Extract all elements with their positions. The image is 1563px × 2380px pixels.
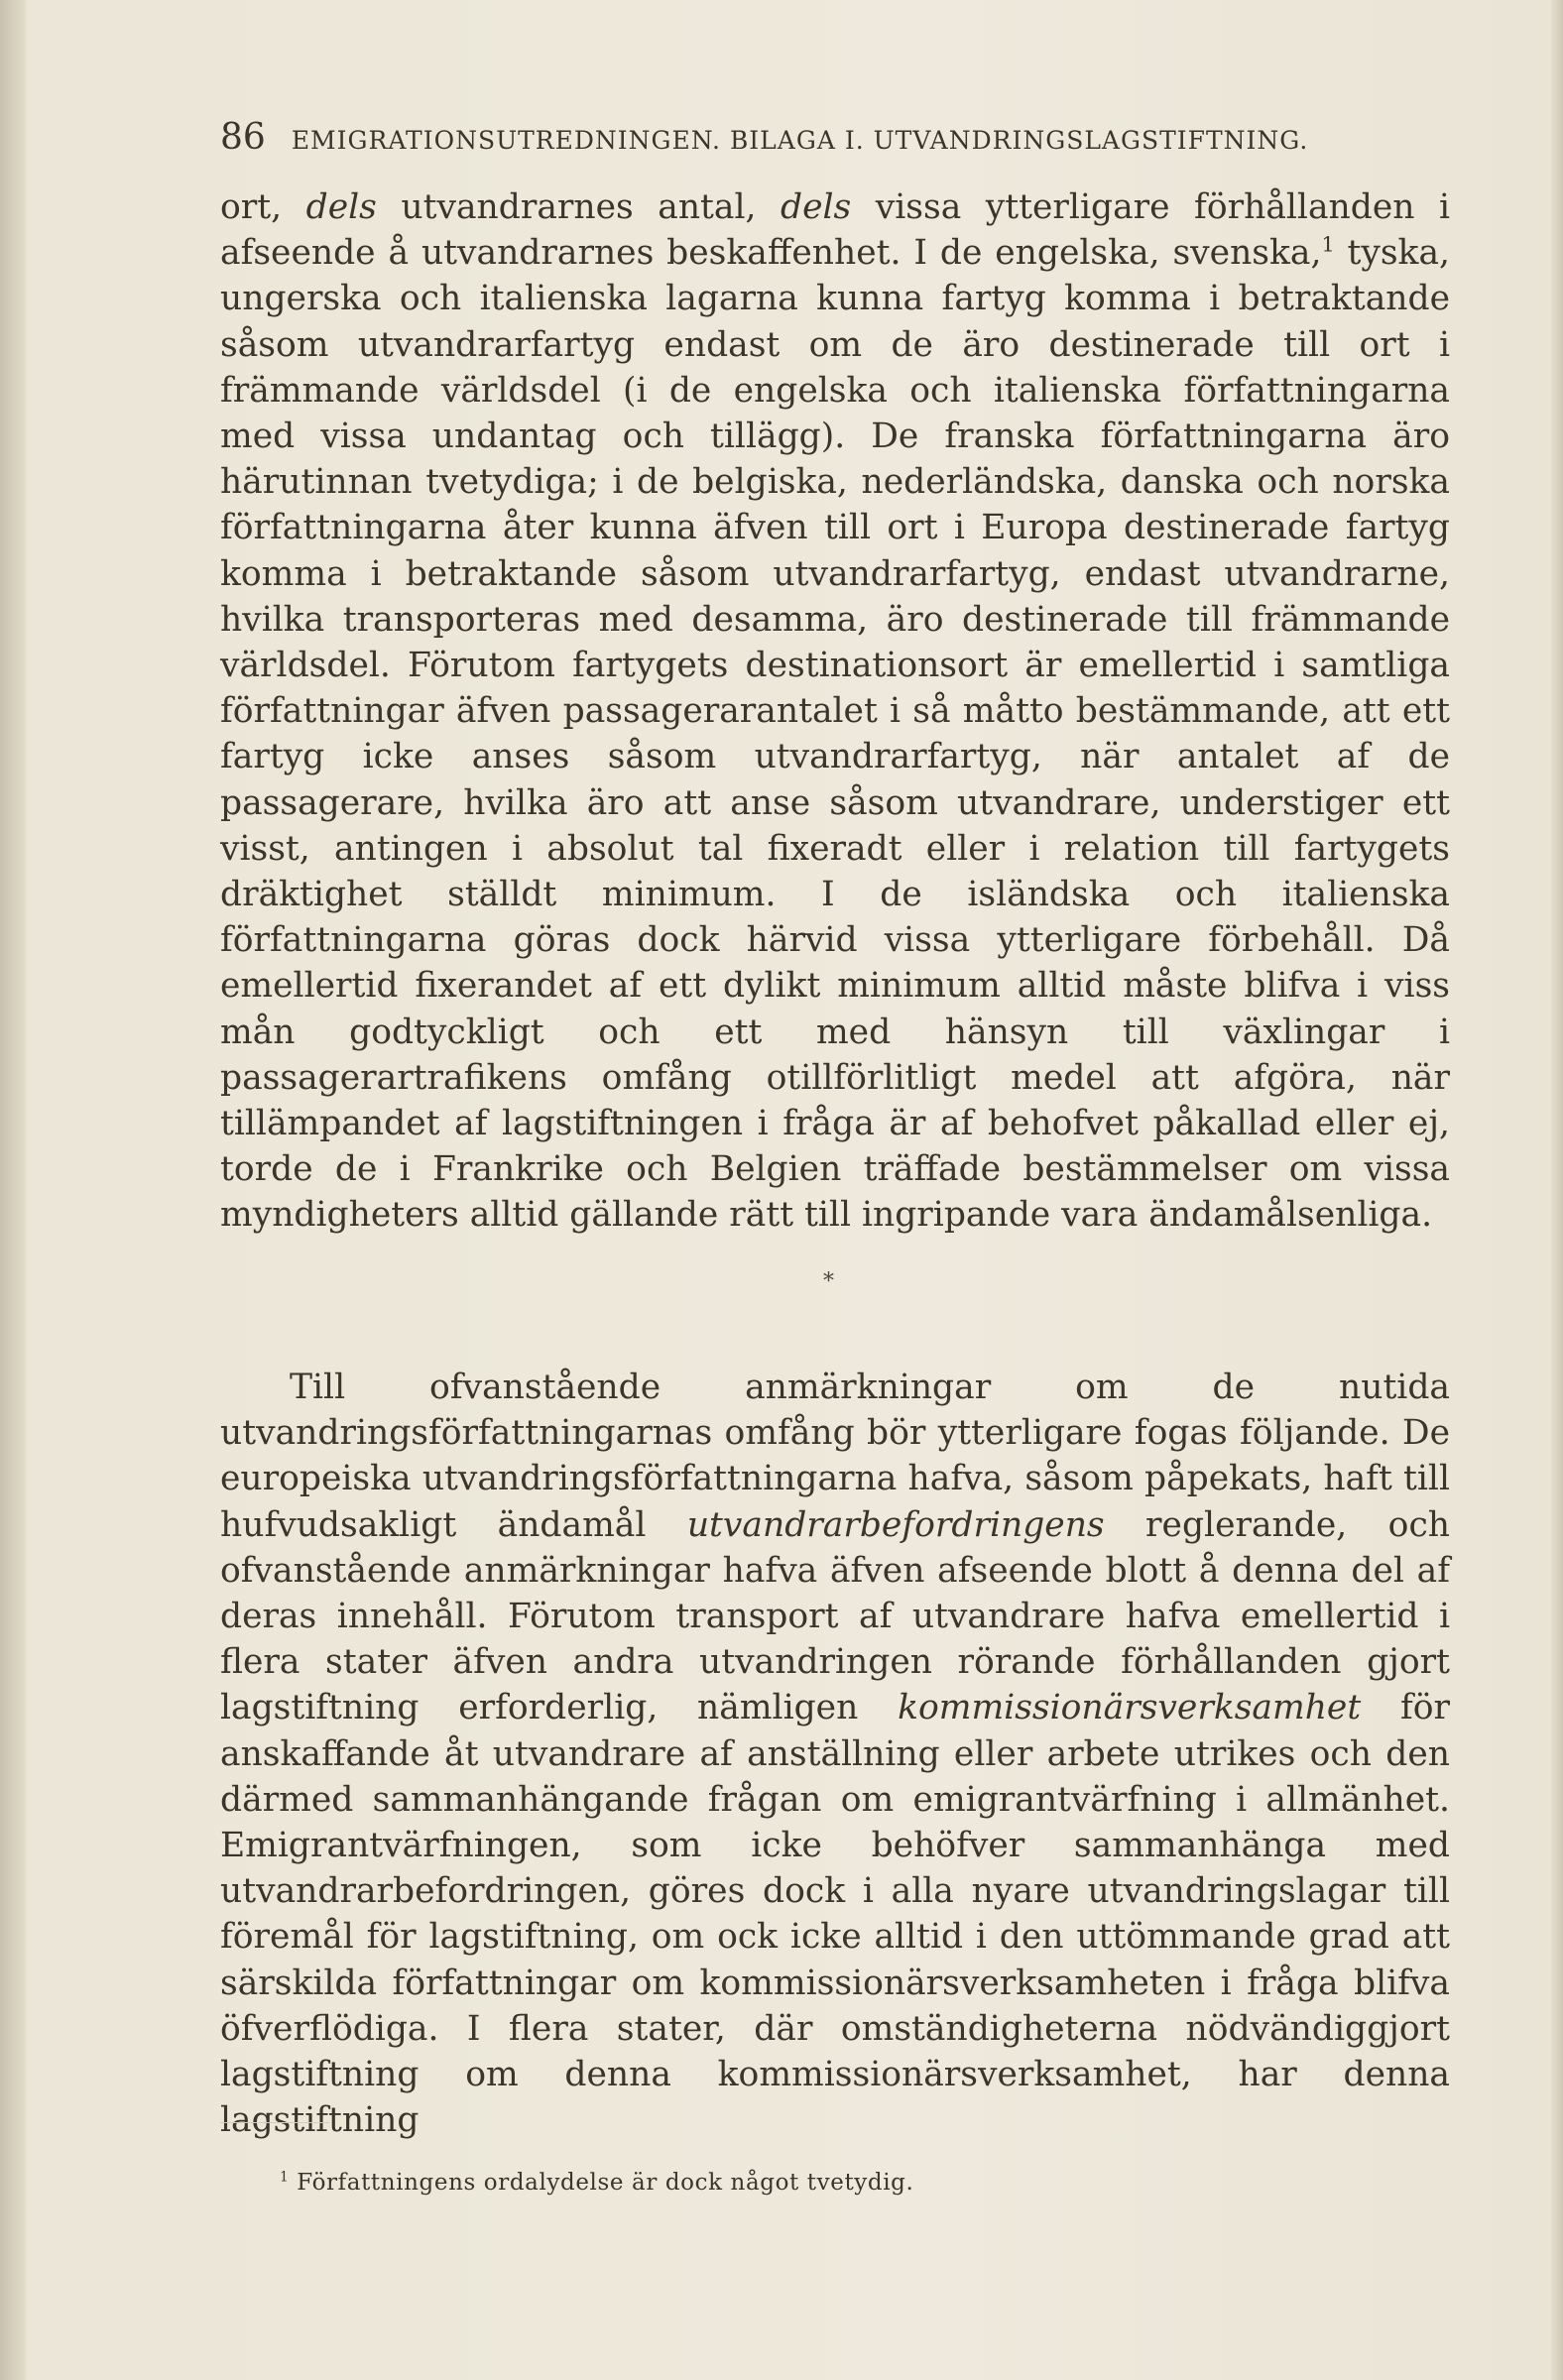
- paragraph-2: [220, 1365, 1450, 2143]
- paragraph-1: [220, 184, 1450, 1239]
- footnote-marker: 1: [280, 2169, 290, 2186]
- running-title: EMIGRATIONSUTREDNINGEN. BILAGA I. UTVANDRINGSLAGSTIFTNING.: [291, 126, 1309, 155]
- body-text-block-2: [220, 1365, 1450, 2143]
- section-separator: *: [823, 1269, 834, 1294]
- paragraph-1-italic-a: dels: [305, 187, 377, 227]
- footnote-text: Författningens ordalydelse är dock något tvetydig.: [289, 2170, 914, 2196]
- footnote-rule: [220, 2122, 329, 2123]
- paragraph-1-italic-b: dels: [781, 187, 852, 227]
- body-text-block-1: [220, 184, 1450, 1239]
- paragraph-2-italic-b: kommissionärsverksamhet: [898, 1688, 1362, 1728]
- paragraph-2-italic-a: utvandrarbefordringens: [686, 1504, 1105, 1545]
- paragraph-1-text-a: ort,: [220, 187, 306, 227]
- footnote: [280, 2170, 1450, 2196]
- page-edge-right: [1551, 0, 1563, 2380]
- page-edge-left: [0, 0, 26, 2380]
- paragraph-1-text-c: vissa ytterligare förhållanden i afseende å utvandrarnes beskaffenhet. I de engelska, svenska,: [220, 187, 1451, 274]
- paragraph-2-text-c: för anskaffande åt utvandrare af anställning eller arbete utrikes och den därmed sammanhängande frågan om emigrantvärfning i allmänhet. Emigrantvärfningen, som icke behöfver sammanhänga med utvandrarbefordringen, göres dock i alla nyare utvandringslagar till föremål för lagstiftning, om ock icke alltid i den uttömmande grad att särskilda författningar om kommissionärsverksamheten i fråga blifva öfverflödiga. I flera stater, där omständigheterna nödvändiggjort lagstiftning om denna kommissionärsverksamhet, har denna lagstiftning: [220, 1688, 1450, 2141]
- paragraph-1-text-b: utvandrarnes antal,: [376, 187, 781, 227]
- page-number: 86: [220, 117, 266, 158]
- paragraph-2-text-b: reglerande, och ofvanstående anmärkningar hafva äfven afseende blott å denna del af deras innehåll. Förutom transport af utvandrare hafva emellertid i flera stater äfven andra utvandringen rörande förhållanden gjort lagstiftning erforderlig, nämligen: [220, 1504, 1450, 1728]
- footnote-reference: 1: [1321, 232, 1335, 257]
- paragraph-2-text-a: Till ofvanstående anmärkningar om de nutida utvandringsförfattningarnas omfång bör ytterligare fogas följande. De europeiska utvandringsförfattningarna hafva, såsom påpekats, haft till hufvudsakligt ändamål: [220, 1368, 1450, 1545]
- paragraph-1-text-d: tyska, ungerska och italienska lagarna kunna fartyg komma i betraktande såsom utvandrarfartyg endast om de äro destinerade till ort i främmande världsdel (i de engelska och italienska författningarna med vissa undantag och tillägg). De franska författningarna äro härutinnan tvetydiga; i de belgiska, nederländska, danska och norska författningarna åter kunna äfven till ort i Europa destinerade fartyg komma i betraktande såsom utvandrarfartyg, endast utvandrarne, hvilka transporteras med desamma, äro destinerade till främmande världsdel. Förutom fartygets destinationsort är emellertid i samtliga författningar äfven passagerarantalet i så måtto bestämmande, att ett fartyg icke anses såsom utvandrarfartyg, när antalet af de passagerare, hvilka äro att anse såsom utvandrare, understiger ett visst, antingen i absolut tal fixeradt eller i relation till fartygets dräktighet ställdt minimum. I de isländska och italienska författningarna göras dock härvid vissa ytterligare förbehåll. Då emellertid fixerandet af ett dylikt minimum alltid måste blifva i viss mån godtyckligt och ett med hänsyn till växlingar i passagerartrafikens omfång otillförlitligt medel att afgöra, när tillämpandet af lagstiftningen i fråga är af behofvet påkallad eller ej, torde de i Frankrike och Belgien träffade bestämmelser om vissa myndigheters alltid gällande rätt till ingripande vara ändamålsenliga.: [220, 233, 1450, 1236]
- running-header: [220, 117, 1450, 158]
